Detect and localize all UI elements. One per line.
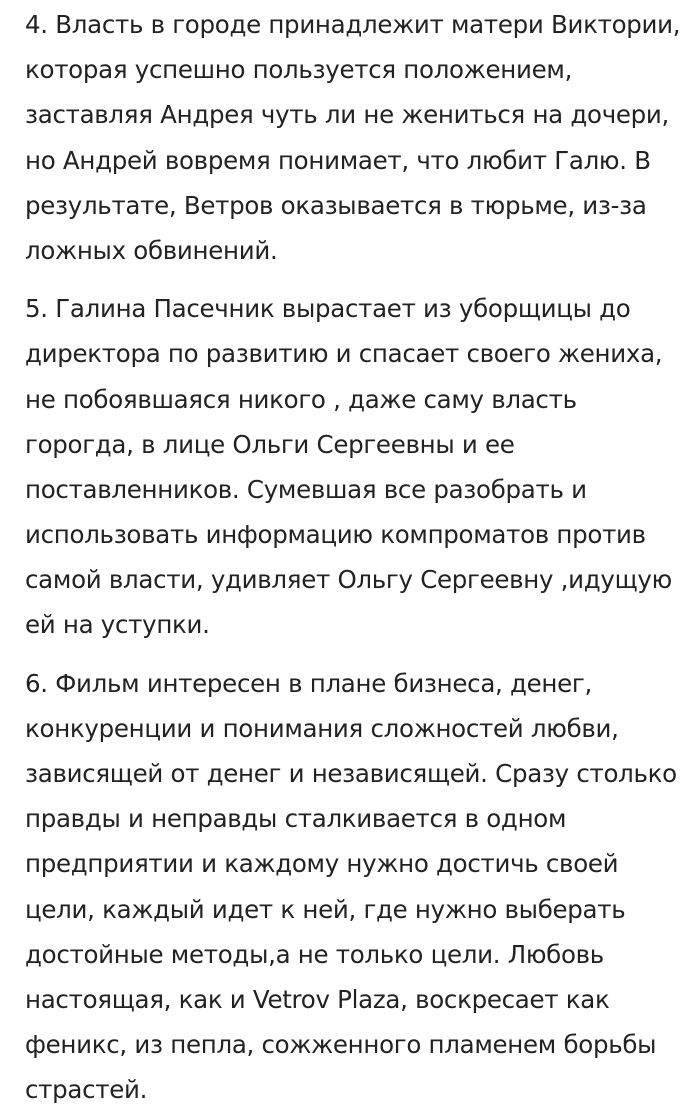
text-line: директора по развитию и спасает своего жениха, [25,339,663,369]
paragraph-5 [25,286,685,648]
text-line: зависящей от денег и независящей. Сразу столько [25,759,677,788]
text-line: феникс, из пепла, сожженного пламенем борьбы [25,1030,657,1060]
text-line: настоящая, как и Vetrov Plaza, воскресает как [25,984,610,1014]
text-line: ложных обвинений. [25,235,278,265]
text-line: заставляя Андрея чуть ли не жениться на дочери, [25,100,670,130]
paragraph-4 [25,2,685,273]
text-line: ей на уступки. [25,610,210,640]
text-line: конкуренции и понимания сложностей любви, [25,713,619,743]
text-line: 5. Галина Пасечник вырастает из уборщицы до [25,294,631,324]
text-line: но Андрей вовремя понимает, что любит Галю. В [25,145,651,175]
text-line: достойные методы,а не только цели. Любовь [25,939,604,969]
text-line: не побоявшаяся никого , даже саму власть [25,384,577,414]
text-line: правды и неправды сталкивается в одном [25,804,567,834]
text-line: поставленников. Сумевшая все разобрать и [25,474,587,504]
text-line: цели, каждый идет к ней, где нужно выберать [25,894,626,924]
text-line: использовать информацию компроматов против [25,520,646,550]
paragraph-6 [25,661,685,1113]
text-line: предприятии и каждому нужно достичь своей [25,849,619,879]
article-body [25,0,685,1113]
text-line: страстей. [25,1075,148,1105]
text-line: самой власти, удивляет Ольгу Сергеевну ,идущую [25,565,672,595]
text-line: результате, Ветров оказывается в тюрьме, из-за [25,190,647,220]
text-line: которая успешно пользуется положением, [25,55,573,85]
text-line: 6. Фильм интересен в плане бизнеса, денег, [25,668,592,698]
text-line: 4. Власть в городе принадлежит матери Виктории, [25,10,681,39]
text-line: горогда, в лице Ольги Сергеевны и ее [25,429,515,459]
